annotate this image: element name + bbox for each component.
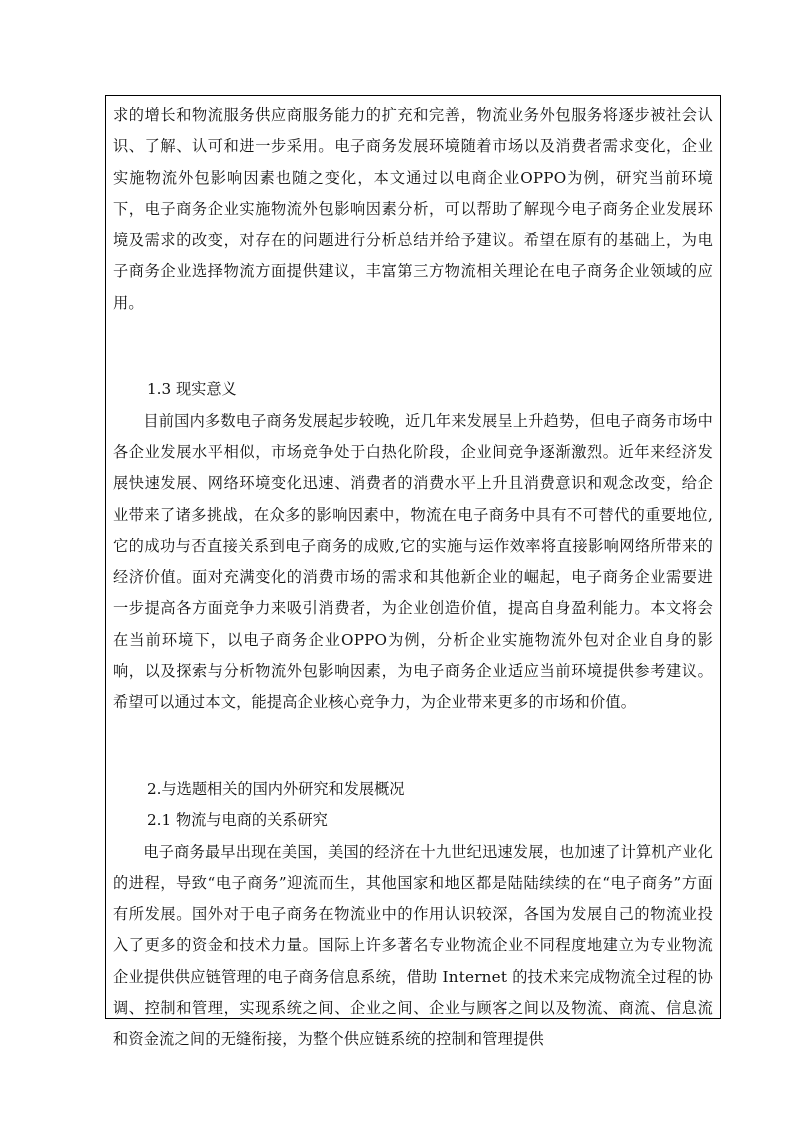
paragraph-intro-continued: 求的增长和物流服务供应商服务能力的扩充和完善，物流业务外包服务将逐步被社会认识、了解、认可和进一步采用。电子商务发展环境随着市场以及消费者需求变化，企业实施物流外包影响因素也随之变化，本文通过以电商企业OPPO为例，研究当前环境下，电子商务企业实施物流外包影响因素分析，可以帮助了解现今电子商务企业发展环境及需求的改变，对存在的问题进行分析总结并给予建议。希望在原有的基础上，为电子商务企业选择物流方面提供建议，丰富第三方物流相关理论在电子商务企业领域的应用。 [113, 106, 713, 312]
section-1-3-heading: 1.3 现实意义 [147, 380, 237, 399]
section-1-3-body: 目前国内多数电子商务发展起步较晚，近几年来发展呈上升趋势，但电子商务市场中各企业发展水平相似，市场竞争处于白热化阶段，企业间竞争逐渐激烈。近年来经济发展快速发展、网络环境变化迅速、消费者的消费水平上升且消费意识和观念改变，给企业带来了诸多挑战，在众多的影响因素中，物流在电子商务中具有不可替代的重要地位,它的成功与否直接关系到电子商务的成败,它的实施与运作效率将直接影响网络所带来的经济价值。面对充满变化的消费市场的需求和其他新企业的崛起，电子商务企业需要进一步提高各方面竞争力来吸引消费者，为企业创造价值，提高自身盈利能力。本文将会在当前环境下，以电子商务企业OPPO为例，分析企业实施物流外包对企业自身的影响，以及探索与分析物流外包影响因素，为电子商务企业适应当前环境提供参考建议。希望可以通过本文，能提高企业核心竞争力，为企业带来更多的市场和价值。 [113, 411, 713, 712]
blank-line [113, 719, 713, 750]
document-frame [105, 95, 721, 1049]
section-2-heading: 2.与选题相关的国内外研究和发展概况 [147, 779, 405, 798]
section-2-1-body: 电子商务最早出现在美国，美国的经济在十九世纪迅速发展，也加速了计算机产业化的进程，导致“电子商务”迎流而生，其他国家和地区都是陆陆续续的在“电子商务”方面有所发展。国外对于电子商务在物流业中的作用认识较深，各国为发展自己的物流业投入了更多的资金和技术力量。国际上许多著名专业物流企业不同程度地建立为专业物流企业提供供应链管理的电子商务信息系统，借助 Internet 的技术来完成物流全过程的协调、控制和管理，实现系统之间、企业之间、企业与顾客之间以及物流、商流、信息流和资金流之间的无缝衔接，为整个供应链系统的控制和管理提供 [113, 842, 713, 1049]
blank-line [113, 750, 713, 774]
blank-line [113, 350, 713, 374]
section-2-1-heading: 2.1 物流与电商的关系研究 [147, 811, 328, 830]
blank-line [113, 319, 713, 350]
